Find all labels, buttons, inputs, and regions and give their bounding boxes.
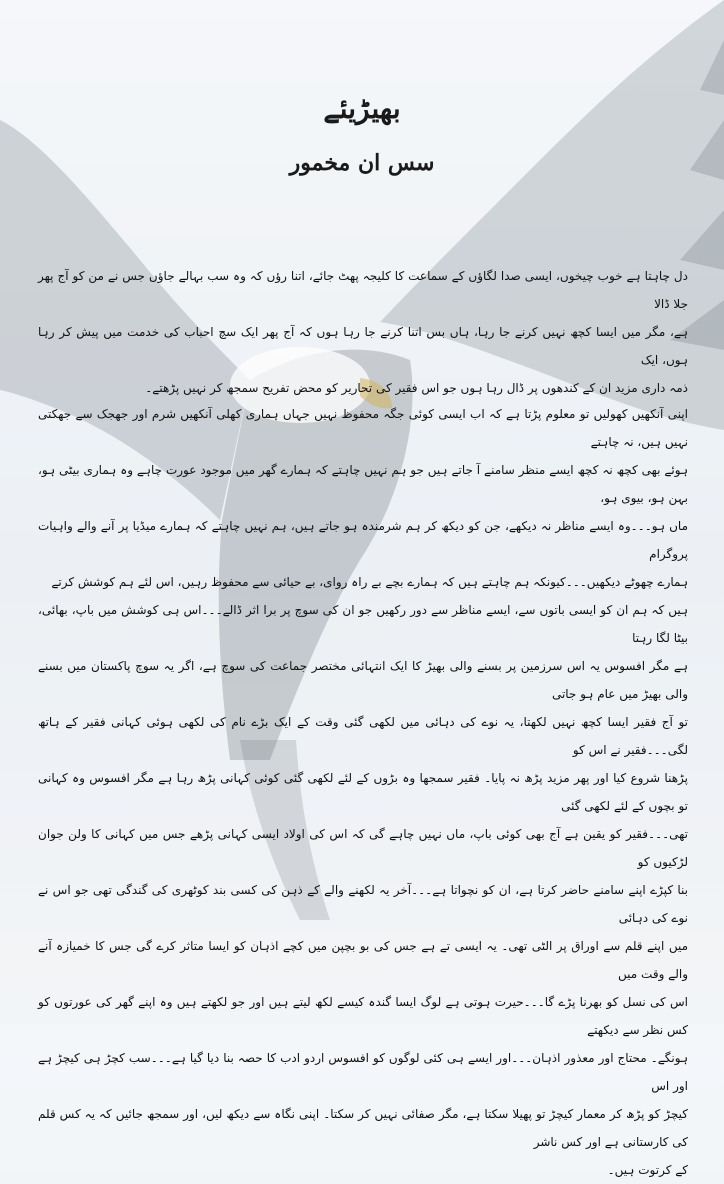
- paragraph-line: اپنی آنکھیں کھولیں تو معلوم پڑتا ہے کہ اب ایسی کوئی جگہ محفوظ نہیں جہاں ہماری کھلی آنکھیں شرم اور جھجک سے جھکتی نہیں ہیں، نہ چاہتے: [38, 407, 688, 449]
- paragraph-line: ہے، مگر میں ایسا کچھ نہیں کرنے جا رہا، ہاں بس اتنا کرنے جا رہا ہوں کہ آج پھر ایک سچ احباب کی خدمت میں پیش کر رہا ہوں، ایک: [38, 325, 688, 367]
- paragraph-line: ہوئے بھی کچھ نہ کچھ ایسے منظر سامنے آ جاتے ہیں جو ہم نہیں چاہتے کہ ہمارے گھر میں موجود عورت چاہے وہ ہماری بیٹی ہو، بہن ہو، بیوی ہو،: [38, 463, 688, 505]
- paragraph-line: ہمارے چھوٹے دیکھیں۔۔۔کیونکہ ہم چاہتے ہیں کہ ہمارے بچے بے راہ روای، بے حیائی سے محفوظ رہیں، اس لئے ہم کوشش کرتے: [51, 575, 688, 589]
- paragraph-line: ہے مگر افسوس یہ اس سرزمین پر بسنے والی بھیڑ کا ایک انتہائی مختصر جماعت کی سوچ ہے، اگر یہ سوچ پاکستان میں بسنے والی بھیڑ میں عام ہو جاتی: [38, 659, 688, 701]
- paragraph-line: ہونگے۔ محتاج اور معذور اذہان۔۔۔اور ایسے ہی کئی لوگوں کو افسوس اردو ادب کا حصہ بنا دیا گیا ہے۔۔۔سب کچڑ ہی کیچڑ ہے اور اس: [38, 1051, 688, 1093]
- paragraph-line: میں اپنے قلم سے اوراق پر الٹی تھی۔ یہ ایسی تے ہے جس کی بو بچپن میں کچے اذہان کو ایسا متاثر کرے گی جس کا خمیازہ آنے والے وقت میں: [38, 939, 688, 981]
- paragraph-line: ہیں کہ ہم ان کو ایسی باتوں سے، ایسے مناظر سے دور رکھیں جو ان کی سوچ پر برا اثر ڈالے۔۔۔اس ہی کوشش میں باپ، بھائی، بیٹا لگا رہتا: [38, 603, 688, 645]
- paragraph-line: ماں ہو۔۔۔وہ ایسے مناظر نہ دیکھے، جن کو دیکھ کر ہم شرمندہ ہو جاتے ہیں، ہم نہیں چاہتے کہ ہمارے میڈیا پر آنے والے واہیات پروگرام: [38, 519, 688, 561]
- document-title: بھیڑیئے: [323, 92, 401, 125]
- paragraph-line: بنا کپڑے اپنے سامنے حاضر کرتا ہے، ان کو نچواتا ہے۔۔۔آخر یہ لکھنے والے کے ذہن کی کسی بند کوٹھری کی گندگی تھی جو اس نے نوے کی دہائی: [38, 883, 688, 925]
- paragraph-line: اس کی نسل کو بھرنا پڑے گا۔۔۔حیرت ہوتی ہے لوگ ایسا گندہ کیسے لکھ لیتے ہیں اور جو لکھتے ہیں وہ اپنے گھر کی عورتوں کو کس نظر سے دیکھتے: [38, 995, 688, 1037]
- paragraph-line: کے کرتوت ہیں۔: [607, 1163, 688, 1177]
- paragraph-line: کیچڑ کو پڑھ کر معمار کیچڑ تو پھیلا سکتا ہے، مگر صفائی نہیں کر سکتا۔ اپنی نگاہ سے دیکھ لیں، اور سمجھ جائیں کہ یہ کس قلم کی کارستانی ہے اور کس ناشر: [38, 1107, 688, 1149]
- paragraph-2: [38, 400, 688, 1184]
- paragraph-line: پڑھنا شروع کیا اور پھر مزید پڑھ نہ پایا۔ فقیر سمجھا وہ بڑوں کے لئے لکھی گئی کوئی کہانی پڑھ رہا ہے مگر افسوس وہ کہانی تو بچوں کے لئے لکھی گئی: [38, 771, 688, 813]
- paragraph-line: دل چاہتا ہے خوب چیخوں، ایسی صدا لگاؤں کے سماعت کا کلیجہ پھٹ جائے، اتنا رؤں کہ وہ سب بہالے جاؤں جس نے من کو آج پھر جلا ڈالا: [38, 269, 688, 311]
- paragraph-line: ذمہ داری مزید ان کے کندھوں پر ڈال رہا ہوں جو اس فقیر کی تحاریر کو محض تفریح سمجھ کر نہیں پڑھتے۔: [145, 381, 688, 395]
- paragraph-line: تھی۔۔۔فقیر کو یقین ہے آج بھی کوئی باپ، ماں نہیں چاہے گی کہ اس کی اولاد ایسی کہانی پڑھے جس میں کہانی کا ولن جوان لڑکیوں کو: [38, 827, 688, 869]
- paragraph-1: [38, 262, 688, 402]
- author-name: سس ان مخمور: [289, 150, 435, 176]
- paragraph-line: تو آج فقیر ایسا کچھ نہیں لکھتا، یہ نوے کی دہائی میں لکھی گئی وقت کے ایک بڑے نام کی لکھی ہوئی کہانی فقیر کے ہاتھ لگی۔۔۔فقیر نے اس کو: [38, 715, 688, 757]
